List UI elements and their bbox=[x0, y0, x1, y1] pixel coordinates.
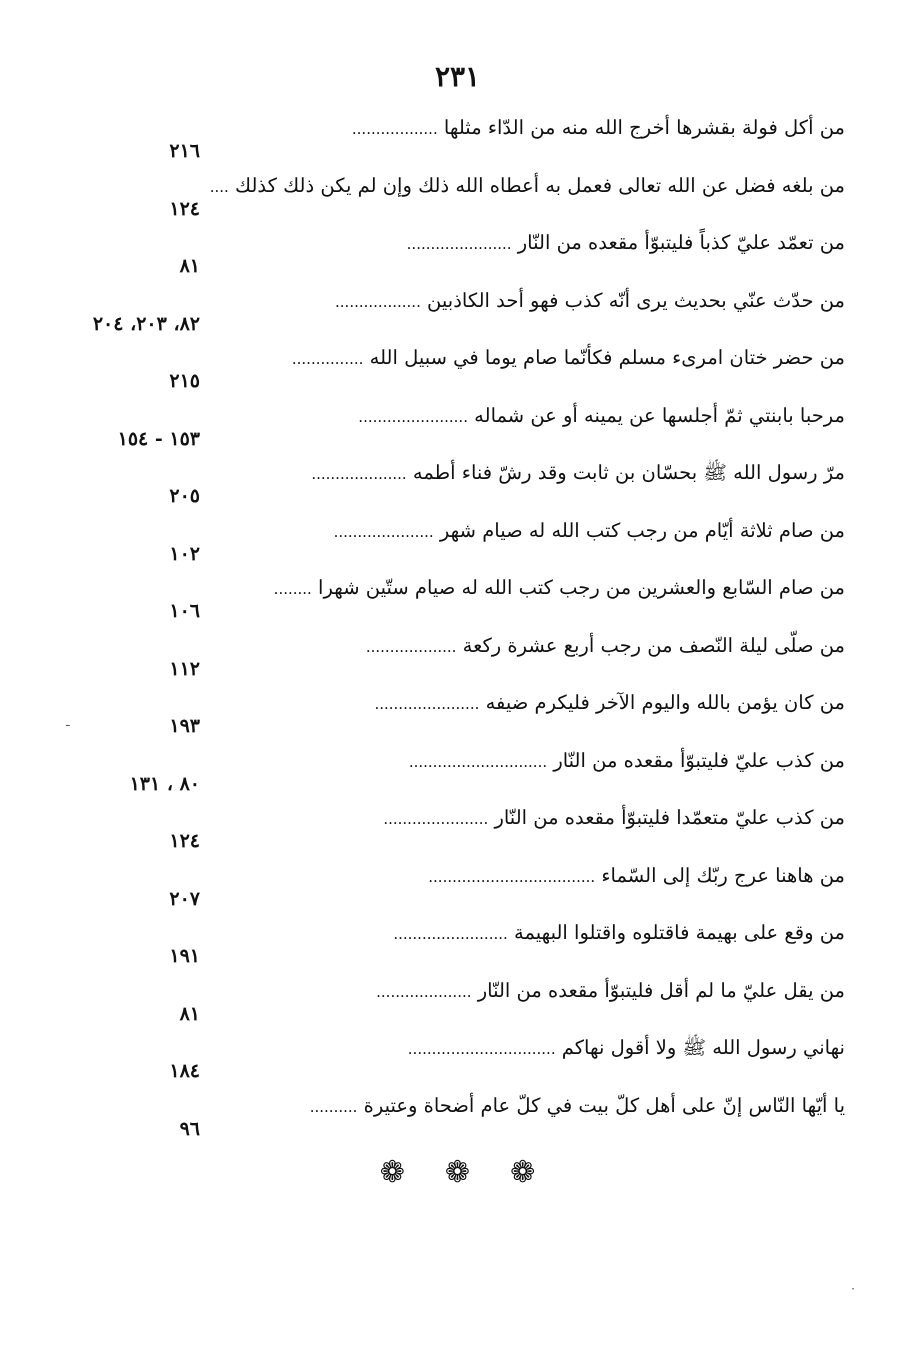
hadith-text bbox=[334, 519, 845, 542]
leader-dots: ................... bbox=[365, 637, 457, 656]
hadith-text bbox=[310, 1094, 845, 1117]
hadith-phrase: يا أيّها النّاس إنّ على أهل كلّ بيت في كلّ عام أضحاة وعتيرة bbox=[363, 1093, 845, 1117]
index-entry bbox=[60, 572, 855, 630]
index-entry bbox=[60, 457, 855, 515]
page-reference: ٨٢، ٢٠٣، ٢٠٤ bbox=[92, 312, 200, 335]
page-reference: ١٩١ bbox=[169, 945, 200, 967]
index-entry bbox=[60, 285, 855, 343]
page-reference: ١٢٤ bbox=[169, 830, 200, 852]
index-entry bbox=[60, 860, 855, 918]
leader-dots: .................... bbox=[311, 465, 407, 483]
leader-dots: ...................... bbox=[383, 810, 489, 828]
hadith-text bbox=[428, 864, 845, 887]
hadith-phrase: من صلّى ليلة النّصف من رجب أربع عشرة ركعة bbox=[462, 633, 845, 657]
index-entry bbox=[60, 687, 855, 745]
hadith-text bbox=[383, 806, 845, 829]
index-entry bbox=[60, 227, 855, 285]
page-reference: ٨١ bbox=[179, 1002, 200, 1025]
page-reference: ١١٢ bbox=[169, 657, 200, 680]
hadith-phrase: من حضر ختان امرىء مسلم فكأنّما صام يوما في سبيل الله bbox=[369, 346, 845, 369]
page-reference: ٢٠٥ bbox=[169, 485, 200, 507]
hadith-phrase: مرّ رسول الله ﷺ بحسّان بن ثابت وقد رشّ فناء أطمه bbox=[412, 461, 845, 484]
page-reference: ٢١٦ bbox=[169, 140, 200, 162]
index-entry bbox=[60, 975, 855, 1033]
index-entry bbox=[60, 112, 855, 170]
stray-dot-decoration: · bbox=[851, 1282, 855, 1296]
leader-dots: .......... bbox=[309, 1097, 358, 1116]
index-entry bbox=[60, 342, 855, 400]
flower-ornament-icon: ❁ bbox=[379, 1155, 405, 1190]
hadith-text bbox=[292, 346, 845, 369]
leader-dots: ...................... bbox=[406, 235, 512, 253]
flower-ornament-icon: ❁ bbox=[444, 1155, 471, 1190]
index-entry bbox=[60, 630, 855, 688]
page-reference: ٨٠ ، ١٣١ bbox=[129, 772, 200, 795]
index-entry bbox=[60, 917, 855, 975]
page-reference: ١٠٢ bbox=[169, 542, 200, 565]
stray-mark-decoration: ـ bbox=[66, 715, 70, 729]
hadith-text bbox=[210, 174, 845, 197]
hadith-phrase: من هاهنا عرج ربّك إلى السّماء bbox=[601, 863, 845, 887]
page-reference: ٢٠٧ bbox=[169, 887, 200, 910]
page-reference: ١٢٤ bbox=[169, 197, 200, 220]
leader-dots: .................... bbox=[376, 982, 472, 1001]
index-entry bbox=[60, 745, 855, 803]
hadith-text bbox=[393, 921, 845, 944]
hadith-text bbox=[366, 634, 845, 657]
leader-dots: ........................ bbox=[393, 925, 508, 943]
hadith-phrase: من كذب عليّ متعمّدا فليتبوّأ مقعده من النّار bbox=[494, 806, 845, 829]
index-entry bbox=[60, 170, 855, 228]
leader-dots: ............................. bbox=[408, 752, 548, 771]
hadith-phrase: نهاني رسول الله ﷺ ولا أقول نهاكم bbox=[561, 1036, 845, 1059]
hadith-text bbox=[274, 576, 845, 599]
hadith-phrase: من بلغه فضل عن الله تعالى فعمل به أعطاه الله ذلك وإن لم يكن ذلك كذلك bbox=[235, 173, 845, 197]
leader-dots: ................................... bbox=[428, 867, 596, 886]
hadith-phrase: مرحبا بابنتي ثمّ أجلسها عن يمينه أو عن شماله bbox=[474, 403, 845, 427]
hadith-phrase: من يقل عليّ ما لم أقل فليتبوّأ مقعده من النّار bbox=[477, 978, 845, 1002]
ornament-divider bbox=[0, 1155, 915, 1190]
hadith-phrase: من صام ثلاثة أيّام من رجب كتب الله له صيام شهر bbox=[439, 518, 845, 542]
leader-dots: .................. bbox=[351, 120, 438, 138]
leader-dots: ...................... bbox=[374, 695, 480, 713]
index-entry bbox=[60, 400, 855, 458]
leader-dots: .................. bbox=[335, 292, 421, 311]
hadith-phrase: من حدّث عنّي بحديث يرى أنّه كذب فهو أحد الكاذبين bbox=[427, 288, 845, 312]
hadith-phrase: من كان يؤمن بالله واليوم الآخر فليكرم ضيفه bbox=[485, 691, 845, 714]
flower-ornament-icon: ❁ bbox=[510, 1155, 536, 1190]
leader-dots: ........ bbox=[273, 580, 312, 598]
index-entry bbox=[60, 1090, 855, 1148]
page-reference: ٨١ bbox=[179, 255, 200, 277]
page-reference: ٩٦ bbox=[179, 1117, 200, 1140]
leader-dots: ............... bbox=[291, 350, 364, 368]
hadith-phrase: من صام السّابع والعشرين من رجب كتب الله له صيام ستّين شهرا bbox=[318, 576, 845, 599]
hadith-text bbox=[335, 289, 845, 312]
leader-dots: .... bbox=[209, 177, 229, 196]
hadith-phrase: من أكل فولة بقشرها أخرج الله منه من الدّاء مثلها bbox=[443, 116, 845, 139]
hadith-text bbox=[409, 749, 845, 772]
hadith-text bbox=[358, 404, 845, 427]
hadith-phrase: من كذب عليّ فليتبوّأ مقعده من النّار bbox=[553, 748, 845, 772]
page-reference: ١٨٤ bbox=[169, 1060, 200, 1082]
page-number: ٢٣١ bbox=[434, 60, 481, 93]
hadith-phrase: من تعمّد عليّ كذباً فليتبوّأ مقعده من النّار bbox=[517, 231, 845, 254]
hadith-text bbox=[376, 979, 845, 1002]
hadith-text bbox=[374, 691, 845, 714]
page-reference: ٢١٥ bbox=[169, 370, 200, 392]
leader-dots: ............................... bbox=[407, 1040, 556, 1058]
hadith-text bbox=[407, 231, 845, 254]
hadith-phrase: من وقع على بهيمة فاقتلوه واقتلوا البهيمة bbox=[513, 921, 845, 944]
index-entry bbox=[60, 515, 855, 573]
page-reference: ١٠٦ bbox=[169, 600, 200, 622]
hadith-text bbox=[352, 116, 845, 139]
index-entry bbox=[60, 1032, 855, 1090]
leader-dots: ....................... bbox=[358, 407, 468, 426]
index-entry bbox=[60, 802, 855, 860]
leader-dots: ..................... bbox=[333, 522, 434, 541]
hadith-text bbox=[311, 461, 845, 489]
page-reference: ١٥٣ - ١٥٤ bbox=[117, 427, 200, 450]
page-reference: ١٩٣ bbox=[169, 715, 200, 737]
hadith-text bbox=[408, 1036, 845, 1064]
hadith-index-list bbox=[60, 112, 855, 1147]
